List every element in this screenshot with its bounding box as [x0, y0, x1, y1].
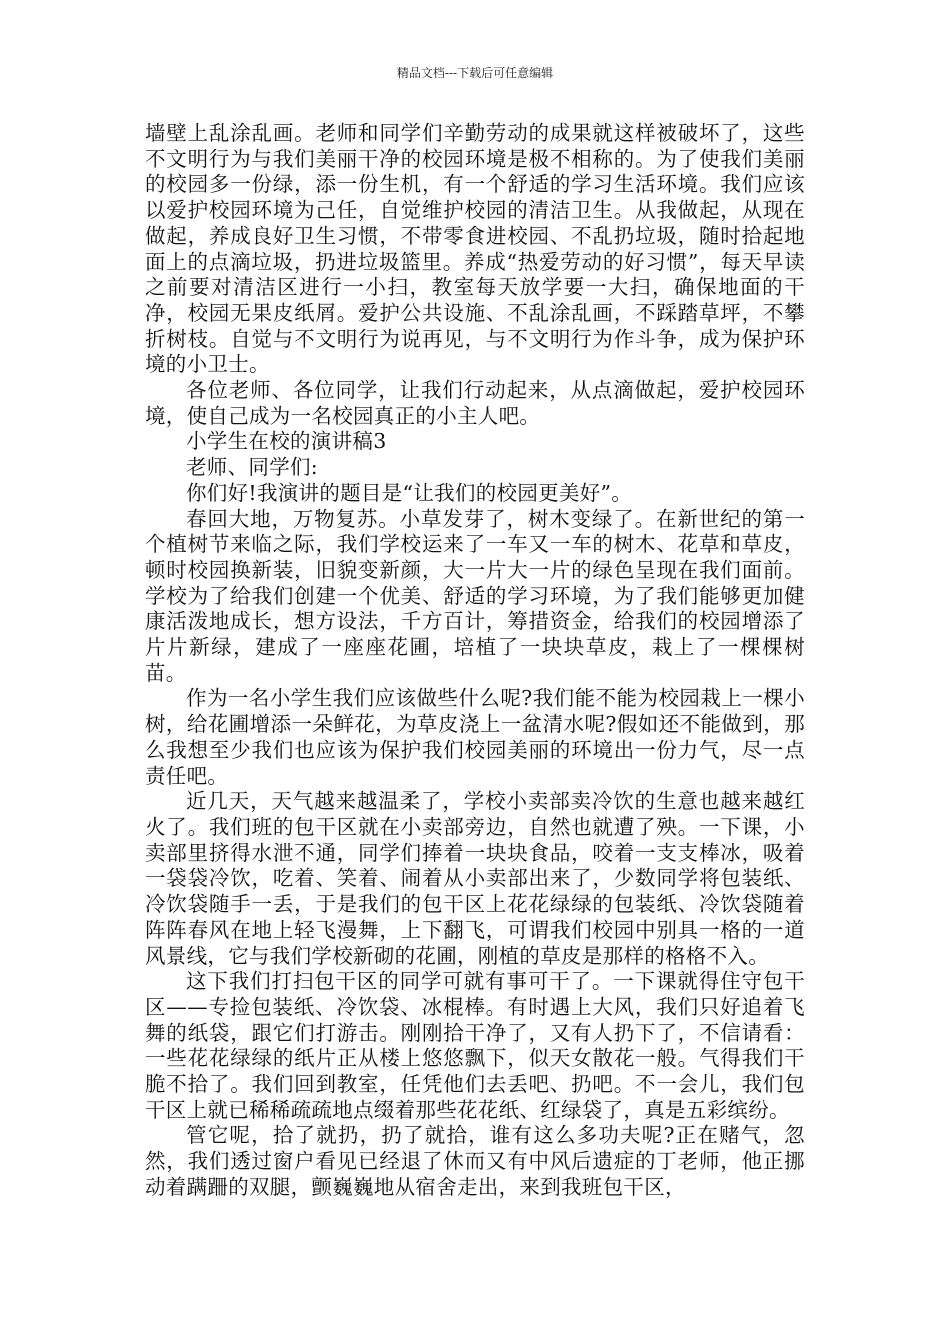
page-header: 精品文档---下载后可任意编辑 — [396, 66, 554, 80]
paragraph: 近几天，天气越来越温柔了，学校小卖部卖冷饮的生意也越来越红火了。我们班的包干区就在小卖部旁边，自然也就遭了殃。一下课，小卖部里挤得水泄不通，同学们捧着一块块食品，咬着一支支棒冰，吸着一袋袋冷饮，吃着、笑着、闹着从小卖部出来了，少数同学将包装纸、冷饮袋随手一丢，于是我们的包干区上花花绿绿的包装纸、冷饮袋随着阵阵春风在地上轻飞漫舞，上下翻飞，可谓我们校园中别具一格的一道风景线，它与我们学校新砌的花圃，刚植的草皮是那样的格格不入。 — [145, 789, 805, 968]
salutation: 老师、同学们: — [186, 455, 319, 480]
paragraph: 墙壁上乱涂乱画。老师和同学们辛勤劳动的成果就这样被破坏了，这些不文明行为与我们美丽干净的校园环境是极不相称的。为了使我们美丽的校园多一份绿，添一份生机，有一个舒适的学习生活环境。我们应该以爱护校园环境为己任，自觉维护校园的清洁卫生。从我做起，从现在做起，养成良好卫生习惯，不带零食进校园、不乱扔垃圾，随时拾起地面上的点滴垃圾，扔进垃圾篮里。养成“热爱劳动的好习惯”，每天早读之前要对清洁区进行一小扫，教室每天放学要一大扫，确保地面的干净，校园无果皮纸屑。爱护公共设施、不乱涂乱画，不踩踏草坪，不攀折树枝。自觉与不文明行为说再见，与不文明行为作斗争，成为保护环境的小卫士。 — [145, 121, 805, 377]
paragraph: 春回大地，万物复苏。小草发芽了，树木变绿了。在新世纪的第一个植树节来临之际，我们学校运来了一车又一车的树木、花草和草皮，顿时校园换新装，旧貌变新颜，大一片大一片的绿色呈现在我们面前。学校为了给我们创建一个优美、舒适的学习环境，为了我们能够更加健康活泼地成长，想方设法，千方百计，筹措资金，给我们的校园增添了片片新绿，建成了一座座花圃，培植了一块块草皮，栽上了一棵棵树苗。 — [145, 506, 805, 685]
paragraph: 你们好!我演讲的题目是“让我们的校园更美好”。 — [186, 480, 633, 505]
paragraph: 各位老师、各位同学，让我们行动起来，从点滴做起，爱护校园环境，使自己成为一名校园真正的小主人吧。 — [145, 378, 805, 428]
paragraph: 作为一名小学生我们应该做些什么呢?我们能不能为校园栽上一棵小树，给花圃增添一朵鲜花，为草皮浇上一盆清水呢?假如还不能做到，那么我想至少我们也应该为保护我们校园美丽的环境出一份力气，尽一点责任吧。 — [145, 686, 805, 788]
paragraph: 这下我们打扫包干区的同学可就有事可干了。一下课就得住守包干区——专捡包装纸、冷饮袋、冰棍棒。有时遇上大风，我们只好追着飞舞的纸袋，跟它们打游击。刚刚拾干净了，又有人扔下了，不信请看：一些花花绿绿的纸片正从楼上悠悠飘下，似天女散花一般。气得我们干脆不拾了。我们回到教室，任凭他们去丢吧、扔吧。不一会儿，我们包干区上就已稀稀疏疏地点缀着那些花花纸、红绿袋了，真是五彩缤纷。 — [145, 969, 805, 1122]
speech-title: 小学生在校的演讲稿3 — [186, 429, 387, 454]
document-body — [145, 121, 805, 1201]
paragraph: 管它呢，拾了就扔，扔了就拾，谁有这么多功夫呢?正在赌气，忽然，我们透过窗户看见已经退了休而又有中风后遗症的丁老师，他正挪动着蹒跚的双腿，颤巍巍地从宿舍走出，来到我班包干区， — [145, 1123, 805, 1199]
